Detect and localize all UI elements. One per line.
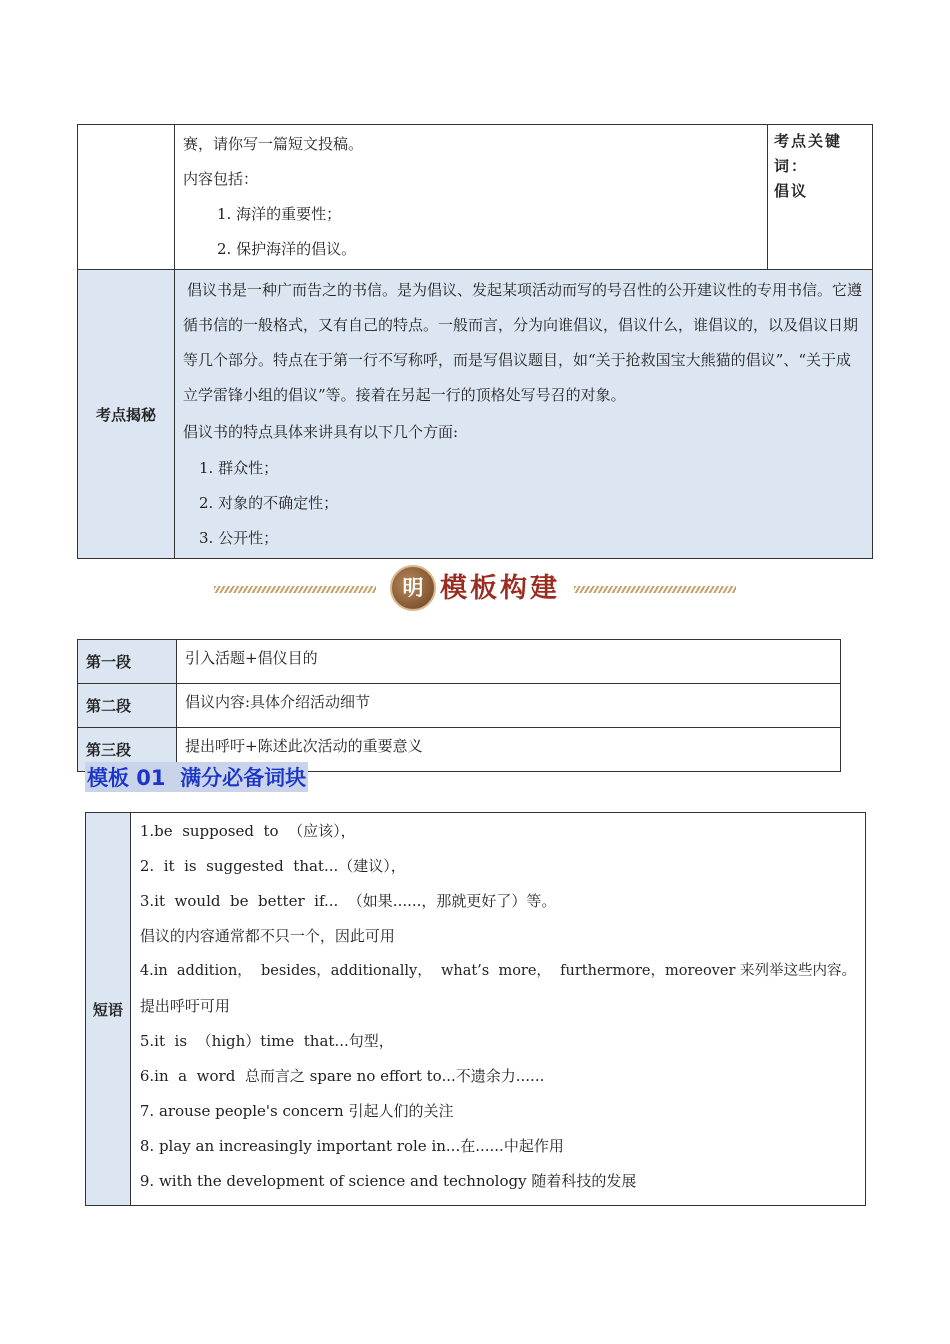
phrase-line: 2. it is suggested that...（建议），	[139, 857, 406, 875]
paragraph-content: 倡议内容:具体介绍活动细节	[177, 684, 841, 728]
phrase-table	[85, 812, 866, 1206]
paragraph-content: 引入活题+倡仪目的	[177, 640, 841, 684]
banner-stripe-left	[214, 586, 376, 593]
keyword-label: 考点关键词：	[774, 132, 843, 175]
paragraph-label: 第三段	[78, 728, 177, 772]
feature-item: 1. 群众性；	[199, 459, 279, 477]
phrase-line: 8. play an increasingly important role in...在......中起作用	[139, 1137, 564, 1155]
paragraph-label: 第一段	[78, 640, 177, 684]
explanation-intro: 倡议书的特点具体来讲具有以下几个方面:	[183, 423, 459, 441]
phrase-line: 7. arouse people's concern 引起人们的关注	[139, 1102, 454, 1120]
task-content-cell	[175, 125, 768, 270]
phrase-label: 短语	[86, 813, 131, 1206]
feature-item: 3. 公开性；	[199, 529, 279, 547]
phrase-line: 5.it is （high）time that...句型，	[139, 1032, 394, 1050]
structure-row	[78, 640, 841, 684]
phrase-line: 1.be supposed to （应该），	[139, 822, 356, 840]
explanation-paragraph: 倡议书是一种广而告之的书信。是为倡议、发起某项活动而写的号召性的公开建议性的专用书信。它遵循书信的一般格式，又有自己的特点。一般而言，分为向谁倡议，倡议什么，谁倡议的，以及倡议日期等几个部分。特点在于第一行不写称呼，而是写倡议题目，如“关于抢救国宝大熊猫的倡议”、“关于成立学雷锋小组的倡议”等。接着在另起一行的顶格处写号召的对象。	[183, 281, 863, 404]
task-line: 内容包括：	[183, 170, 259, 188]
structure-table	[77, 639, 841, 772]
section-banner	[210, 561, 740, 611]
phrase-line: 倡议的内容通常都不只一个，因此可用	[139, 927, 395, 945]
topic-table	[77, 124, 873, 559]
keyword-value: 倡议	[774, 182, 809, 200]
paragraph-label: 第二段	[78, 684, 177, 728]
banner-stripe-right	[574, 586, 736, 593]
structure-row	[78, 684, 841, 728]
phrase-list	[130, 813, 865, 1206]
empty-label-cell	[78, 125, 175, 270]
phrase-line: 3.it would be better if... （如果......，那就更好了）等。	[139, 892, 557, 910]
section-heading: 模板 01 满分必备词块	[85, 762, 308, 792]
row-label: 考点揭秘	[78, 270, 175, 559]
phrase-line: 6.in a word 总而言之 spare no effort to...不遗余力......	[139, 1067, 545, 1085]
paragraph-content: 提出呼吁+陈述此次活动的重要意义	[177, 728, 841, 772]
feature-item: 2. 对象的不确定性；	[199, 494, 339, 512]
task-line: 赛，请你写一篇短文投稿。	[183, 135, 364, 153]
keyword-cell	[768, 125, 873, 270]
explanation-cell	[175, 270, 873, 559]
banner-title: 模板构建	[440, 573, 560, 604]
phrase-line: 提出呼吁可用	[139, 997, 230, 1015]
phrase-line: 4.in addition， besides，additionally， what’s more， furthermore，moreover 来列举这些内容。	[139, 963, 856, 979]
banner-badge: 明	[390, 565, 436, 611]
task-item: 1. 海洋的重要性；	[217, 205, 342, 223]
task-item: 2. 保护海洋的倡议。	[217, 240, 357, 258]
phrase-line: 9. with the development of science and technology 随着科技的发展	[139, 1172, 637, 1190]
